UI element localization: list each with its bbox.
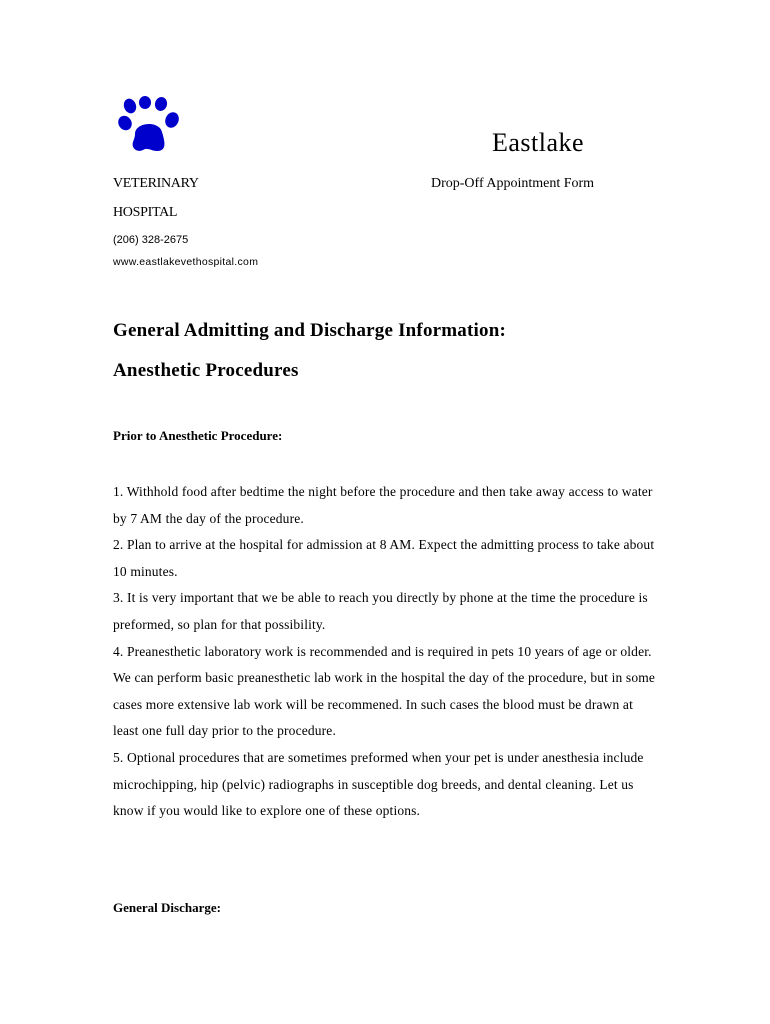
- page-subheading: Anesthetic Procedures: [113, 360, 299, 381]
- paw-print-icon: [117, 96, 183, 154]
- list-item: 1. Withhold food after bedtime the night before the procedure and then take away access to water by 7 AM the day of the procedure.: [113, 484, 653, 526]
- section-title-prior: Prior to Anesthetic Procedure:: [113, 428, 283, 443]
- instructions-list: [113, 479, 658, 825]
- form-title: Drop-Off Appointment Form: [431, 176, 595, 191]
- phone-number: (206) 328-2675: [113, 234, 189, 246]
- website-link[interactable]: www.eastlakevethospital.com: [113, 256, 259, 268]
- list-item: 5. Optional procedures that are sometimes preformed when your pet is under anesthesia include microchipping, hip (pelvic) radiographs in susceptible dog breeds, and dental cleaning. Let us know if you would like to explore one of these options.: [113, 749, 644, 819]
- list-item: 4. Preanesthetic laboratory work is recommended and is required in pets 10 years of age or older. We can perform basic preanesthetic lab work in the hospital the day of the procedure, but in some cases more extensive lab work will be recommened. In such cases the blood must be drawn at least one full day prior to the procedure.: [113, 643, 656, 739]
- page-heading: General Admitting and Discharge Information:: [113, 320, 507, 341]
- list-item: 2. Plan to arrive at the hospital for admission at 8 AM. Expect the admitting process to take about 10 minutes.: [113, 537, 655, 579]
- hospital-name-line2: HOSPITAL: [113, 205, 178, 220]
- list-item: 3. It is very important that we be able to reach you directly by phone at the time the procedure is preformed, so plan for that possibility.: [113, 590, 648, 632]
- section-title-discharge: General Discharge:: [113, 900, 221, 915]
- brand-title: Eastlake: [492, 128, 585, 157]
- hospital-name-line1: VETERINARY: [113, 176, 199, 191]
